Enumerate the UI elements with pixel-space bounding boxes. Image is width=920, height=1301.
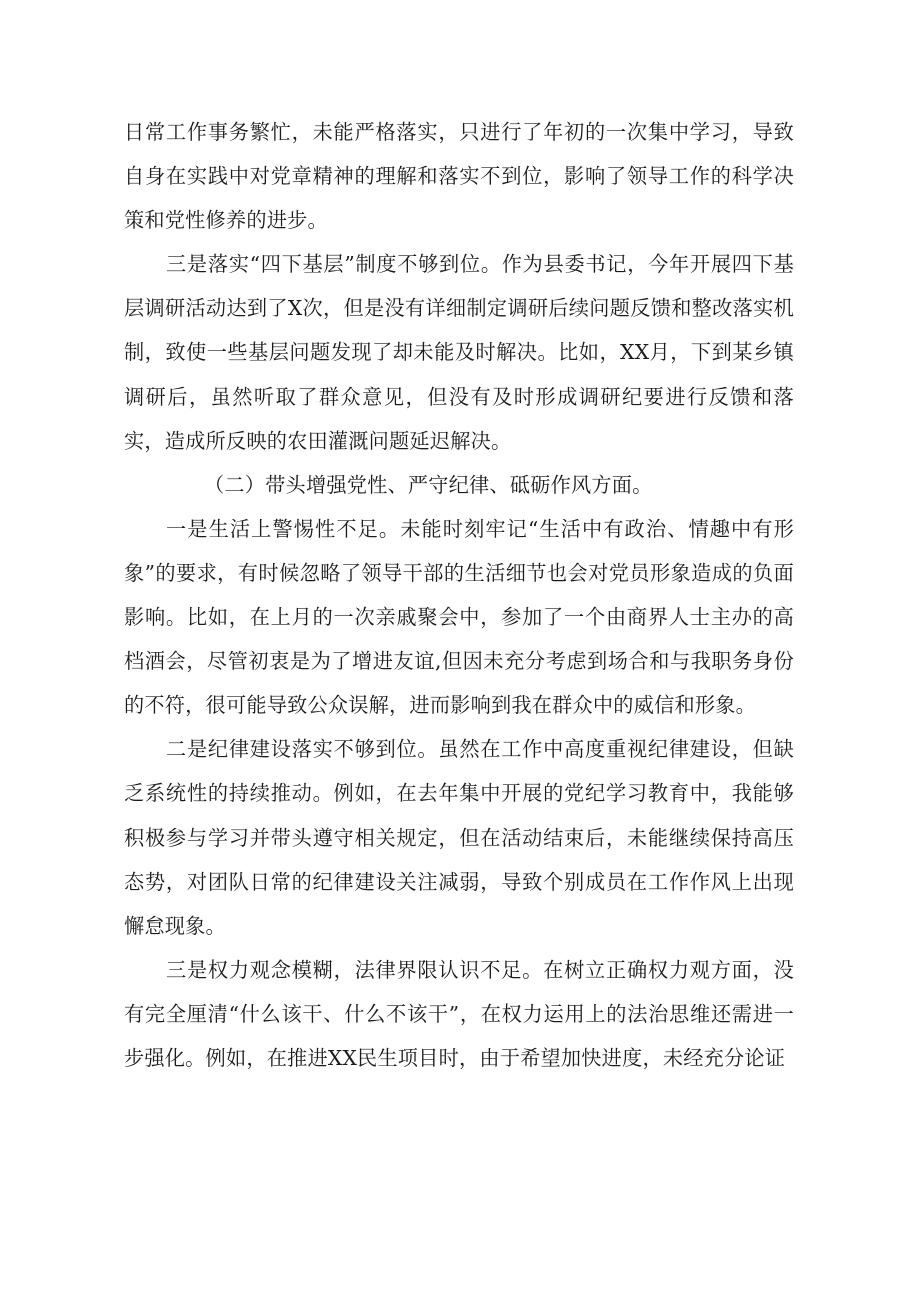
document-body: [124, 110, 794, 1080]
paragraph-discipline-building: 二是纪律建设落实不够到位。虽然在工作中高度重视纪律建设，但缺乏系统性的持续推动。例如，在去年集中开展的党纪学习教育中，我能够积极参与学习并带头遵守相关规定，但在活动结束后，未能继续保持高压态势，对团队日常的纪律建设关注减弱，导致个别成员在工作作风上出现懈怠现象。: [124, 737, 794, 938]
paragraph-power-concept: 三是权力观念模糊，法律界限认识不足。在树立正确权力观方面，没有完全厘清“什么该干、什么不该干”，在权力运用上的法治思维还需进一步强化。例如，在推进XX民生项目时，由于希望加快进度，未经充分论证: [124, 957, 794, 1070]
paragraph-four-down-grassroots: 三是落实“四下基层”制度不够到位。作为县委书记，今年开展四下基层调研活动达到了X次，但是没有详细制定调研后续问题反馈和整改落实机制，致使一些基层问题发现了却未能及时解决。比如，XX月，下到某乡镇调研后，虽然听取了群众意见，但没有及时形成调研纪要进行反馈和落实，造成所反映的农田灌溉问题延迟解决。: [124, 252, 794, 453]
paragraph-life-vigilance: 一是生活上警惕性不足。未能时刻牢记“生活中有政治、情趣中有形象”的要求，有时候忽略了领导干部的生活细节也会对党员形象造成的负面影响。比如，在上月的一次亲戚聚会中，参加了一个由商界人士主办的高档酒会，尽管初衷是为了增进友谊,但因未充分考虑到场合和与我职务身份的不符，很可能导致公众误解，进而影响到我在群众中的威信和形象。: [124, 516, 794, 718]
paragraph-continued: 日常工作事务繁忙，未能严格落实，只进行了年初的一次集中学习，导致自身在实践中对党章精神的理解和落实不到位，影响了领导工作的科学决策和党性修养的进步。: [124, 120, 794, 233]
section-heading-2: （二）带头增强党性、严守纪律、砥砺作风方面。: [204, 472, 653, 497]
